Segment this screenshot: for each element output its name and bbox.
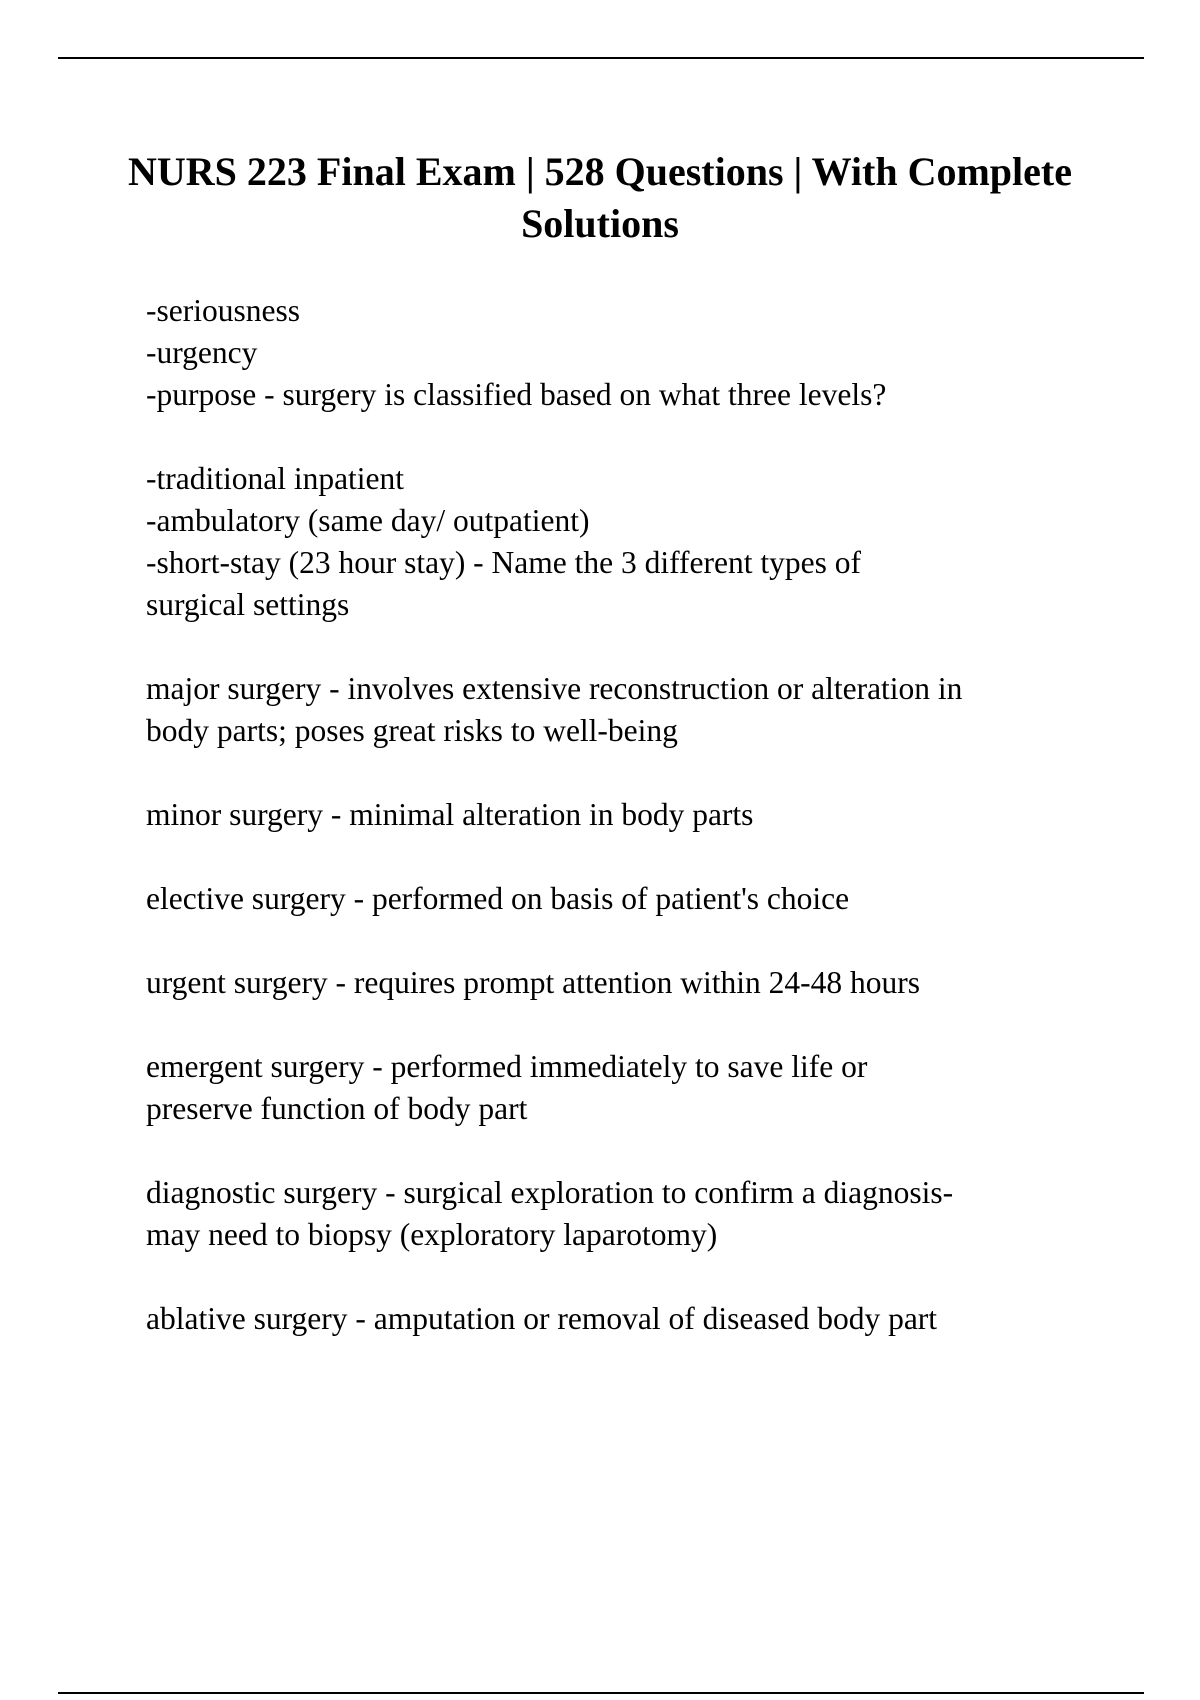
entry-line: body parts; poses great risks to well-being bbox=[146, 713, 678, 748]
entry-major-surgery bbox=[146, 668, 1106, 752]
entry-line: ablative surgery - amputation or removal of diseased body part bbox=[146, 1301, 938, 1336]
entry-line: may need to biopsy (exploratory laparotomy) bbox=[146, 1217, 718, 1252]
entry-diagnostic-surgery bbox=[146, 1172, 1106, 1256]
entry-urgent-surgery bbox=[146, 962, 1106, 1004]
entry-line: diagnostic surgery - surgical exploration to confirm a diagnosis- bbox=[146, 1175, 954, 1210]
entry-line: -traditional inpatient bbox=[146, 461, 405, 496]
document-body bbox=[146, 290, 1106, 1382]
entry-minor-surgery bbox=[146, 794, 1106, 836]
entry-surgery-classification bbox=[146, 290, 1106, 416]
entry-line: urgent surgery - requires prompt attention within 24-48 hours bbox=[146, 965, 920, 1000]
entry-line: -purpose - surgery is classified based on what three levels? bbox=[146, 377, 887, 412]
entry-line: emergent surgery - performed immediately to save life or bbox=[146, 1049, 868, 1084]
entry-line: major surgery - involves extensive reconstruction or alteration in bbox=[146, 671, 963, 706]
entry-ablative-surgery bbox=[146, 1298, 1106, 1340]
entry-line: -urgency bbox=[146, 335, 258, 370]
bottom-rule bbox=[58, 1692, 1144, 1694]
entry-emergent-surgery bbox=[146, 1046, 1106, 1130]
entry-line: elective surgery - performed on basis of patient's choice bbox=[146, 881, 850, 916]
entry-line: minor surgery - minimal alteration in body parts bbox=[146, 797, 754, 832]
entry-line: surgical settings bbox=[146, 587, 350, 622]
entry-line: -short-stay (23 hour stay) - Name the 3 different types of bbox=[146, 545, 861, 580]
entry-line: preserve function of body part bbox=[146, 1091, 528, 1126]
entry-line: -ambulatory (same day/ outpatient) bbox=[146, 503, 590, 538]
document-title: NURS 223 Final Exam | 528 Questions | With Complete Solutions bbox=[128, 149, 1072, 246]
entry-surgical-settings bbox=[146, 458, 1106, 626]
entry-elective-surgery bbox=[146, 878, 1106, 920]
entry-line: -seriousness bbox=[146, 293, 300, 328]
top-rule bbox=[58, 57, 1144, 59]
